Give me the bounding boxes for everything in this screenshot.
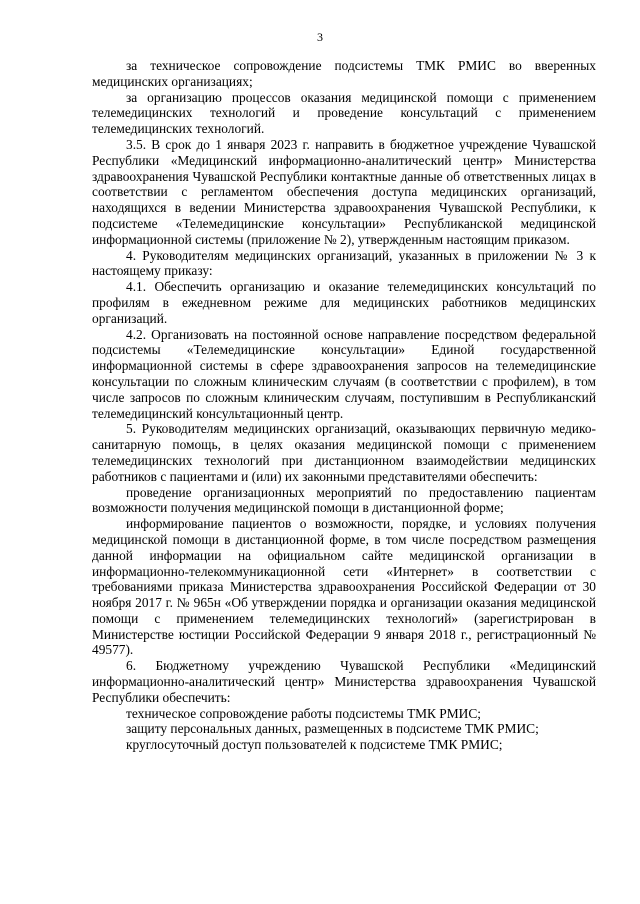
paragraph-item-4-2: 4.2. Организовать на постоянной основе направление посредством федеральной подсистемы «Телемедицинские консультации» Единой государственной информационной системы в сфере здравоохранения запросов на телемедицинские консультации по сложным клиническим случаям (в соответствии с профилем), в том числе запросов по сложным клиническим случаям, поступившим в Республиканский телемедицинский консультационный центр. <box>92 326 596 421</box>
paragraph-item-4: 4. Руководителям медицинских организаций, указанных в приложении № 3 к настоящему приказу: <box>92 247 596 279</box>
paragraph: информирование пациентов о возможности, порядке, и условиях получения медицинской помощи в дистанционной форме, в том числе посредством размещения данной информации на официальном сайте медицинской организации в информационно-телекоммуникационной сети «Интернет» в соответствии с требованиями приказа Министерства здравоохранения Российской Федерации от 30 ноября 2017 г. № 965н «Об утверждении порядка и организации оказания медицинской помощи с применением телемедицинских технологий» (зарегистрирован в Министерстве юстиции Российской Федерации 9 января 2018 г., регистрационный № 49577). <box>92 516 596 658</box>
paragraph: техническое сопровождение работы подсистемы ТМК РМИС; <box>126 705 481 721</box>
paragraph-item-3-5: 3.5. В срок до 1 января 2023 г. направить в бюджетное учреждение Чувашской Республики «Медицинский информационно-аналитический центр» Министерства здравоохранения Чувашской Республики контактные данные об ответственных лицах в соответствии с регламентом обеспечения доступа медицинских организаций, находящихся в ведении Министерства здравоохранения Чувашской Республики, к подсистеме «Телемедицинские консультации» Республиканской медицинской информационной системы (приложение № 2), утвержденным настоящим приказом. <box>92 136 596 247</box>
paragraph: проведение организационных мероприятий по предоставлению пациентам возможности получения медицинской помощи в дистанционной форме; <box>92 484 596 516</box>
paragraph: круглосуточный доступ пользователей к подсистеме ТМК РМИС; <box>126 737 503 753</box>
paragraph-item-5: 5. Руководителям медицинских организаций, оказывающих первичную медико-санитарную помощь, в целях оказания медицинской помощи с применением телемедицинских технологий при дистанционном взаимодействии медицинских работников с пациентами и (или) их законными представителями обеспечить: <box>92 421 596 484</box>
paragraph: защиту персональных данных, размещенных в подсистеме ТМК РМИС; <box>126 721 539 737</box>
paragraph-item-6: 6. Бюджетному учреждению Чувашской Республики «Медицинский информационно-аналитический центр» Министерства здравоохранения Чувашской Республики обеспечить: <box>92 658 596 705</box>
paragraph: за организацию процессов оказания медицинской помощи с применением телемедицинских технологий и проведение консультаций с применением телемедицинских технологий. <box>92 89 596 137</box>
paragraph: за техническое сопровождение подсистемы ТМК РМИС во вверенных медицинских организациях; <box>92 58 596 89</box>
paragraph-item-4-1: 4.1. Обеспечить организацию и оказание телемедицинских консультаций по профилям в ежедневном режиме для медицинских работников медицинских организаций. <box>92 279 596 326</box>
document-body <box>92 58 596 753</box>
page-number: 3 <box>317 30 323 44</box>
